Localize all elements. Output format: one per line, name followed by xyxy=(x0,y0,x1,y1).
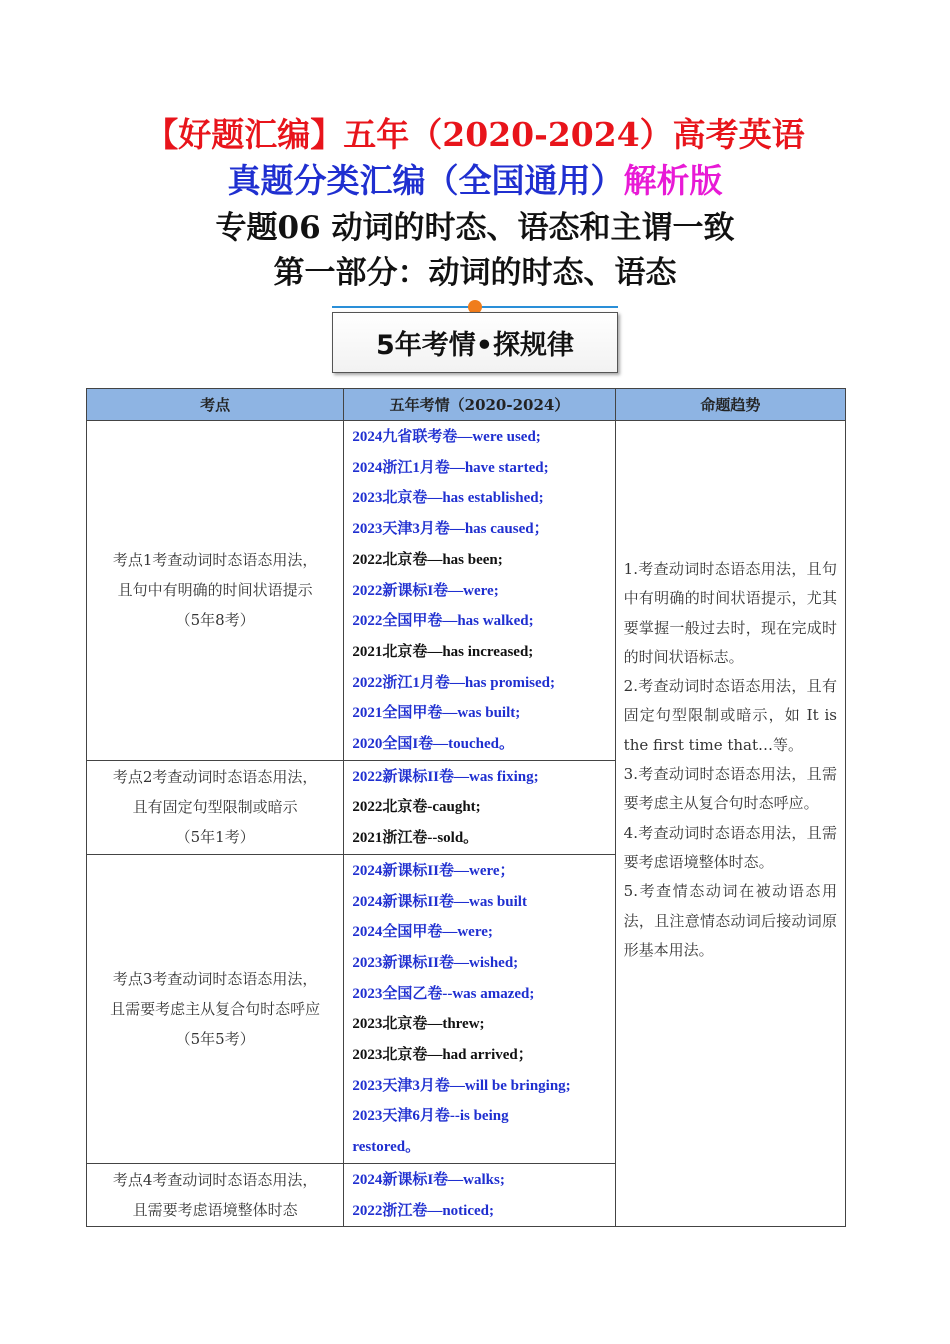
exam-point-line: 且有固定句型限制或暗示 xyxy=(132,798,298,817)
exam-record: 2023天津3月卷—will be bringing; xyxy=(352,1077,571,1094)
exam-point-line: 考点1考查动词时态语态用法， xyxy=(112,551,318,570)
exam-record: 2022新课标II卷—was fixing; xyxy=(352,768,539,785)
exam-record: 2020全国I卷—touched。 xyxy=(352,736,515,753)
header-trend: 命题趋势 xyxy=(615,389,845,421)
title-line-1: 【好题汇编】五年（2020-2024）高考英语 xyxy=(145,115,805,154)
table-header-row xyxy=(87,389,846,421)
exam-record: 2024九省联考卷—were used; xyxy=(352,429,541,445)
badge-label: 5年考情•探规律 xyxy=(332,312,618,373)
exam-point-line: 且需要考虑语境整体时态 xyxy=(132,1201,298,1220)
exam-point-line: （5年5考） xyxy=(175,1029,255,1048)
exam-record: 2023天津6月卷--is being xyxy=(352,1108,509,1125)
table-row xyxy=(87,421,846,761)
exam-table xyxy=(86,388,846,1227)
topic-title: 专题06 动词的时态、语态和主谓一致 xyxy=(215,210,735,246)
title-line-2-main: 真题分类汇编（全国通用） xyxy=(227,161,624,200)
exam-record: 2022浙江卷—noticed; xyxy=(352,1202,494,1219)
exam-point-cell xyxy=(87,421,344,761)
badge-banner xyxy=(332,300,618,373)
exam-record: 2024新课标I卷—walks; xyxy=(352,1171,505,1188)
exam-record: 2024全国甲卷—were; xyxy=(352,924,493,941)
exam-record: restored。 xyxy=(352,1139,421,1156)
exam-record: 2022全国甲卷—has walked; xyxy=(352,613,534,630)
exam-point-line: 考点2考查动词时态语态用法， xyxy=(112,768,318,787)
title-line-2-version: 解析版 xyxy=(623,161,723,200)
exam-point-cell xyxy=(87,1163,344,1226)
exam-point-line: 且需要考虑主从复合句时态呼应 xyxy=(110,999,321,1018)
section-title: 第一部分：动词的时态、语态 xyxy=(273,255,677,291)
exam-point-line: （5年1考） xyxy=(175,828,255,847)
exam-record: 2023天津3月卷—has caused； xyxy=(352,521,549,538)
exam-record: 2022北京卷—has been; xyxy=(352,551,503,568)
exam-record: 2023北京卷—threw; xyxy=(352,1016,485,1033)
exam-record: 2021全国甲卷—was built; xyxy=(352,705,521,722)
exam-record: 2024新课标II卷—was built xyxy=(352,893,527,910)
exam-record: 2022浙江1月卷—has promised; xyxy=(352,674,555,691)
exam-record: 2023新课标II卷—wished; xyxy=(352,954,519,971)
exam-years-cell xyxy=(344,1163,615,1226)
exam-record: 2023北京卷—had arrived； xyxy=(352,1047,533,1064)
exam-point-cell xyxy=(87,854,344,1163)
exam-record: 2022新课标I卷—were; xyxy=(352,582,499,599)
title-line-2 xyxy=(0,158,950,204)
exam-record: 2024新课标II卷—were； xyxy=(352,862,515,879)
exam-record: 2023全国乙卷--was amazed; xyxy=(352,985,535,1002)
exam-point-line: （5年8考） xyxy=(175,611,255,630)
trend-item: 5.考查情态动词在被动语态用法，且注意情态动词后接动词原形基本用法。 xyxy=(623,882,837,959)
title-block xyxy=(0,112,950,296)
trend-item: 4.考查动词时态语态用法，且需要考虑语境整体时态。 xyxy=(623,823,837,871)
exam-record: 2021浙江卷--sold。 xyxy=(352,830,479,847)
trend-item: 2.考查动词时态语态用法，且有固定句型限制或暗示，如 It is the first time that…等。 xyxy=(623,677,837,754)
exam-record: 2024浙江1月卷—have started; xyxy=(352,459,549,476)
trend-cell xyxy=(615,421,845,1227)
exam-years-cell xyxy=(344,760,615,854)
exam-point-line: 考点4考查动词时态语态用法， xyxy=(112,1171,318,1190)
trend-item: 1.考查动词时态语态用法，且句中有明确的时间状语提示，尤其要掌握一般过去时，现在完成时的时间状语标志。 xyxy=(623,560,837,666)
exam-record: 2023北京卷—has established; xyxy=(352,490,544,507)
exam-record: 2022北京卷-caught; xyxy=(352,799,481,816)
exam-years-cell xyxy=(344,421,615,761)
header-years: 五年考情（2020-2024） xyxy=(344,389,615,421)
trend-item: 3.考查动词时态语态用法，且需要考虑主从复合句时态呼应。 xyxy=(623,765,837,813)
exam-point-line: 考点3考查动词时态语态用法， xyxy=(112,969,318,988)
header-point: 考点 xyxy=(87,389,344,421)
exam-record: 2021北京卷—has increased; xyxy=(352,643,534,660)
exam-point-cell xyxy=(87,760,344,854)
exam-years-cell xyxy=(344,854,615,1163)
exam-point-line: 且句中有明确的时间状语提示 xyxy=(117,581,313,600)
